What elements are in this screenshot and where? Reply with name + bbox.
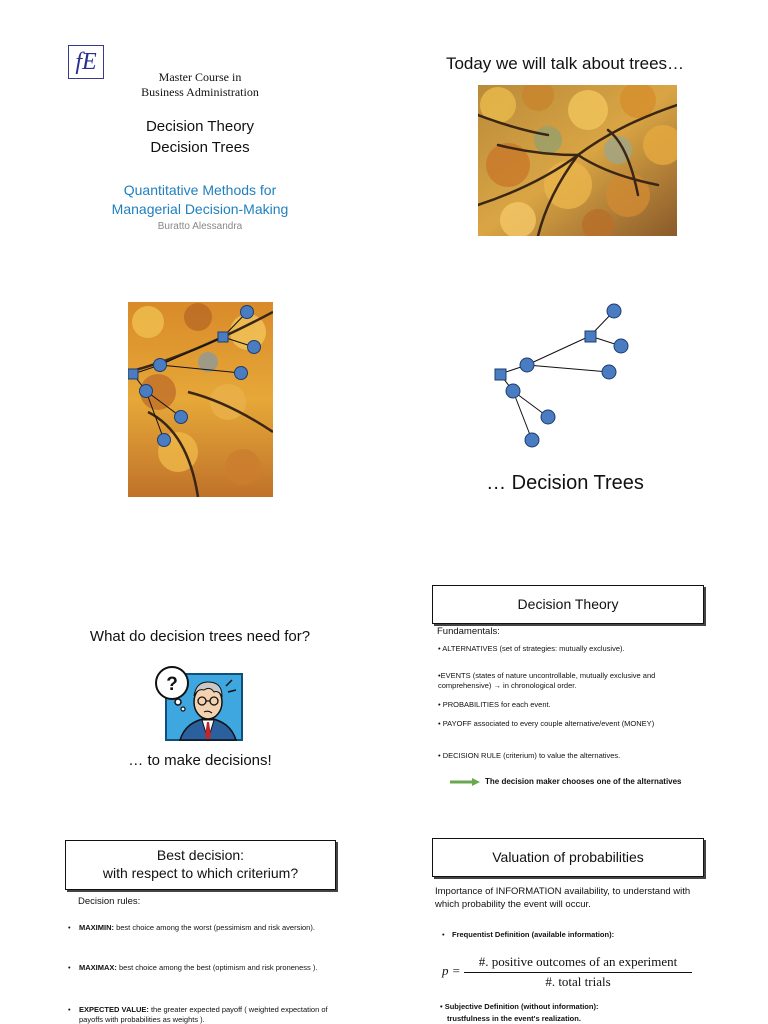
subjective-definition: • Subjective Definition (without information): (440, 1002, 599, 1011)
rule-maximin-text: best choice among the worst (pessimism and risk aversion). (114, 923, 315, 932)
rule-expected-value: • EXPECTED VALUE: the greater expected payoff ( weighted expectation of payoffs with probabilities as weights ). (68, 1005, 328, 1024)
formula-denominator: #. total trials (545, 974, 611, 989)
formula-lhs: p = (442, 963, 461, 978)
slide8-title: Valuation of probabilities (492, 849, 644, 865)
fundamental-item-1: • ALTERNATIVES (set of strategies: mutually exclusive). (438, 644, 625, 653)
rule-maximin-name: MAXIMIN: (79, 923, 114, 932)
slide8-intro: Importance of INFORMATION availability, to understand with which probability the event will occur. (435, 886, 691, 910)
slide7-title-line-1: Best decision: (156, 847, 245, 863)
slide5-answer: … to make decisions! (128, 752, 272, 769)
rule-expected-value-text: the greater expected payoff ( weighted expectation of payoffs with probabilities as weights ). (79, 1005, 328, 1024)
slide7-title-box (65, 840, 336, 890)
author: Buratto Alessandra (157, 221, 243, 232)
title-line-1: Decision Theory (145, 118, 255, 135)
course-line-1: Master Course in (158, 70, 242, 84)
slide4-caption: … Decision Trees (486, 472, 644, 494)
formula-numerator: #. positive outcomes of an experiment (478, 954, 678, 969)
rule-maximax-name: MAXIMAX: (79, 963, 117, 972)
fundamental-item-4: • PAYOFF associated to every couple alternative/event (MONEY) (438, 719, 655, 728)
slide5-question: What do decision trees need for? (89, 628, 311, 645)
title-line-2: Decision Trees (150, 139, 250, 156)
fundamental-item-5: • DECISION RULE (criterium) to value the alternatives. (438, 751, 621, 760)
slide2-title: Today we will talk about trees… (445, 54, 685, 73)
frequentist-definition-text: Frequentist Definition (available information): (452, 930, 615, 939)
decision-rules-label: Decision rules: (78, 896, 141, 907)
slide6-title-box (432, 585, 704, 624)
course-line-2: Business Administration (141, 85, 259, 99)
autumn-tree-photo (478, 85, 677, 236)
subtitle-line-2: Managerial Decision-Making (111, 201, 289, 217)
subtitle-line-1: Quantitative Methods for (123, 182, 277, 198)
slide8-title-box (432, 838, 704, 877)
rule-expected-value-name: EXPECTED VALUE: (79, 1005, 149, 1014)
tree-photo-with-nodes (128, 302, 273, 497)
decision-tree-diagram (490, 300, 640, 450)
probability-formula (440, 954, 700, 992)
fundamental-item-3: • PROBABILITIES for each event. (438, 700, 551, 709)
formula-fraction-bar (464, 972, 692, 973)
rule-maximax-text: best choice among the best (optimism and risk proneness ). (116, 963, 318, 972)
fundamental-item-2: •EVENTS (states of nature uncontrollable, mutually exclusive and comprehensive) → in chronological order. (438, 671, 656, 690)
fundamentals-label: Fundamentals: (437, 626, 500, 637)
slide7-title-line-2: with respect to which criterium? (102, 865, 299, 881)
subjective-definition-cont: trustfulness in the event's realization. (447, 1014, 581, 1023)
bubble-question-mark: ? (166, 674, 178, 695)
thinking-man-icon (152, 666, 244, 742)
rule-maximin: • MAXIMIN: best choice among the worst (pessimism and risk aversion). (68, 923, 315, 932)
rule-maximax: • MAXIMAX: best choice among the best (optimism and risk proneness ). (68, 963, 318, 972)
green-arrow-icon (450, 778, 480, 786)
slide6-title: Decision Theory (517, 596, 619, 612)
logo: fE (68, 45, 104, 79)
slide6-conclusion: The decision maker chooses one of the alternatives (485, 777, 682, 786)
frequentist-definition: • Frequentist Definition (available information): (442, 930, 615, 939)
